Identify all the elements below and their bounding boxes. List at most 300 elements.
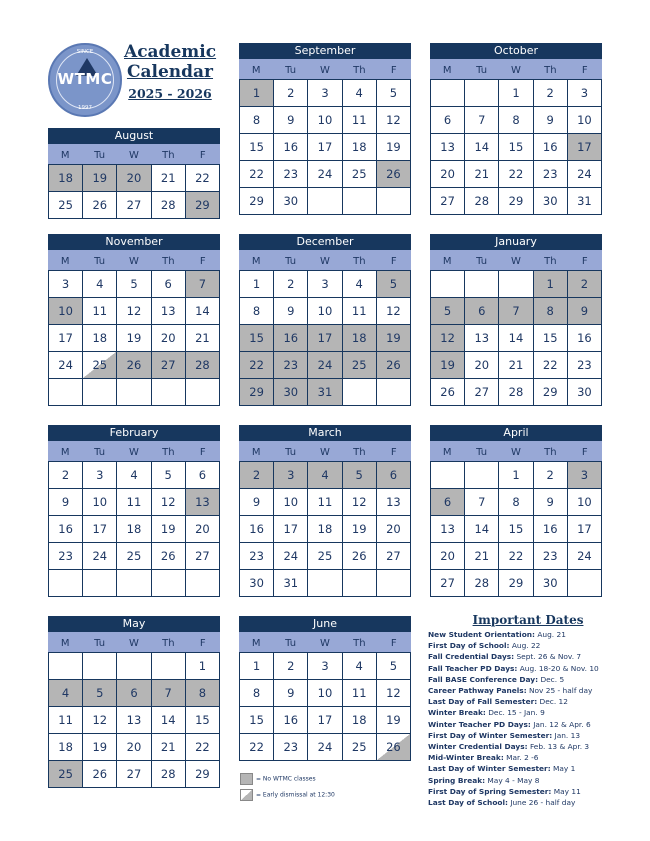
day-cell [343, 379, 377, 406]
weekday-label: F [390, 447, 397, 458]
day-cell-no-class: 28 [186, 352, 220, 379]
important-date-value: June 26 - half day [507, 798, 576, 808]
day-cell: 14 [465, 134, 499, 161]
day-cell: 6 [186, 462, 220, 489]
day-cell: 5 [377, 653, 411, 680]
weekday-label: Tu [285, 447, 297, 458]
day-cell-no-class: 24 [308, 352, 342, 379]
day-cell: 30 [534, 188, 568, 215]
day-cell-no-class: 19 [377, 325, 411, 352]
day-cell: 17 [308, 707, 342, 734]
day-cell [152, 653, 186, 680]
month-header: August [48, 128, 220, 144]
day-cell: 7 [465, 489, 499, 516]
day-cell: 3 [568, 80, 602, 107]
day-cell: 26 [83, 761, 117, 788]
day-cell-early-dismissal: 25 [83, 352, 117, 379]
day-cell: 29 [240, 188, 274, 215]
day-cell: 4 [343, 271, 377, 298]
day-cell-no-class: 18 [343, 325, 377, 352]
month-january [430, 234, 602, 406]
day-cell: 23 [49, 543, 83, 570]
day-cell-no-class: 8 [186, 680, 220, 707]
day-cell: 4 [343, 80, 377, 107]
day-cell-no-class: 5 [431, 298, 465, 325]
day-cell: 19 [83, 734, 117, 761]
weekday-label: M [60, 150, 70, 161]
day-cell: 4 [343, 653, 377, 680]
day-grid [48, 461, 220, 597]
day-cell-no-class: 20 [117, 165, 151, 192]
day-cell: 16 [534, 134, 568, 161]
month-header: November [48, 234, 220, 250]
day-cell: 30 [274, 188, 308, 215]
day-cell: 1 [186, 653, 220, 680]
day-cell: 10 [274, 489, 308, 516]
day-cell [152, 570, 186, 597]
important-date-value: Dec. 5 [538, 674, 565, 684]
weekday-label: M [251, 447, 261, 458]
day-cell: 8 [240, 680, 274, 707]
month-header: May [48, 616, 220, 632]
month-december [239, 234, 411, 406]
weekday-label: F [581, 65, 588, 76]
day-grid [48, 652, 220, 788]
day-cell: 30 [534, 570, 568, 597]
title-year: 2025 - 2026 [128, 86, 212, 101]
day-cell: 3 [49, 271, 83, 298]
month-march [239, 425, 411, 597]
weekday-row [48, 250, 220, 270]
day-cell: 16 [274, 134, 308, 161]
day-cell: 24 [308, 161, 342, 188]
day-cell-no-class: 25 [343, 352, 377, 379]
day-cell: 10 [83, 489, 117, 516]
day-cell: 23 [240, 543, 274, 570]
weekday-label: Tu [476, 256, 488, 267]
day-cell-no-class: 4 [49, 680, 83, 707]
half-shade-swatch-icon [240, 789, 253, 801]
important-date-label: Fall Teacher PD Days: [428, 663, 518, 673]
weekday-label: W [129, 150, 139, 161]
day-cell: 17 [568, 516, 602, 543]
weekday-label: W [511, 65, 521, 76]
weekday-label: W [511, 256, 521, 267]
day-cell [83, 379, 117, 406]
day-cell: 1 [499, 80, 533, 107]
day-cell [117, 379, 151, 406]
important-date-label: Career Pathway Panels: [428, 686, 527, 696]
day-cell [431, 271, 465, 298]
day-cell: 24 [49, 352, 83, 379]
important-date-item [428, 741, 628, 752]
important-date-label: Fall BASE Conference Day: [428, 674, 539, 684]
day-cell: 12 [83, 707, 117, 734]
weekday-row [430, 441, 602, 461]
weekday-label: M [442, 447, 452, 458]
day-cell: 20 [431, 543, 465, 570]
weekday-label: Tu [94, 638, 106, 649]
day-cell: 27 [431, 570, 465, 597]
day-cell: 2 [274, 653, 308, 680]
day-cell: 21 [499, 352, 533, 379]
important-date-item [428, 707, 628, 718]
day-cell: 10 [308, 680, 342, 707]
month-september [239, 43, 411, 215]
day-cell-no-class: 17 [568, 134, 602, 161]
day-cell: 26 [83, 192, 117, 219]
day-cell: 13 [431, 134, 465, 161]
day-cell: 13 [377, 489, 411, 516]
weekday-label: W [320, 447, 330, 458]
day-cell: 16 [568, 325, 602, 352]
day-grid [430, 461, 602, 597]
important-date-value: Nov 25 - half day [526, 686, 593, 696]
weekday-label: Th [353, 447, 366, 458]
day-cell: 20 [465, 352, 499, 379]
weekday-row [239, 250, 411, 270]
day-cell-no-class: 18 [49, 165, 83, 192]
day-cell-no-class: 7 [152, 680, 186, 707]
day-grid [48, 270, 220, 406]
day-cell: 2 [274, 80, 308, 107]
day-cell [431, 80, 465, 107]
weekday-label: W [129, 638, 139, 649]
day-cell: 15 [499, 516, 533, 543]
day-cell: 25 [343, 734, 377, 761]
day-grid [239, 652, 411, 761]
day-cell-no-class: 22 [240, 352, 274, 379]
important-date-label: Winter Break: [428, 708, 486, 718]
day-cell: 12 [343, 489, 377, 516]
page-title [124, 42, 216, 101]
day-cell: 30 [240, 570, 274, 597]
day-cell [117, 653, 151, 680]
day-cell: 2 [49, 462, 83, 489]
month-header: March [239, 425, 411, 441]
day-cell: 5 [117, 271, 151, 298]
day-cell: 23 [274, 734, 308, 761]
day-cell: 1 [240, 271, 274, 298]
legend-no-classes [240, 773, 316, 785]
day-cell-no-class: 26 [117, 352, 151, 379]
day-cell-no-class: 6 [465, 298, 499, 325]
weekday-label: F [199, 638, 206, 649]
important-date-value: Sept. 26 & Nov. 7 [514, 652, 582, 662]
day-cell-no-class: 2 [568, 271, 602, 298]
weekday-label: Th [544, 447, 557, 458]
important-date-value: Aug. 22 [509, 641, 541, 651]
day-cell-no-class: 7 [186, 271, 220, 298]
day-cell: 26 [152, 543, 186, 570]
day-cell [465, 271, 499, 298]
important-date-item [428, 696, 628, 707]
day-cell: 16 [274, 707, 308, 734]
day-cell: 10 [308, 107, 342, 134]
weekday-label: W [320, 256, 330, 267]
day-cell: 9 [274, 680, 308, 707]
weekday-label: F [390, 256, 397, 267]
day-cell: 31 [274, 570, 308, 597]
weekday-label: Tu [94, 256, 106, 267]
month-header: June [239, 616, 411, 632]
day-cell: 13 [465, 325, 499, 352]
day-cell: 20 [431, 161, 465, 188]
weekday-label: Th [544, 65, 557, 76]
day-cell: 18 [83, 325, 117, 352]
day-cell: 27 [117, 761, 151, 788]
important-date-label: Last Day of School: [428, 798, 508, 808]
weekday-label: W [511, 447, 521, 458]
day-cell: 15 [534, 325, 568, 352]
day-cell: 23 [274, 161, 308, 188]
day-cell: 31 [568, 188, 602, 215]
day-cell: 14 [186, 298, 220, 325]
day-cell: 12 [377, 680, 411, 707]
day-cell: 17 [274, 516, 308, 543]
month-april [430, 425, 602, 597]
day-cell: 4 [83, 271, 117, 298]
day-cell: 9 [49, 489, 83, 516]
weekday-label: Th [162, 150, 175, 161]
day-cell-no-class: 23 [274, 352, 308, 379]
important-date-value: Mar. 2 -6 [503, 753, 539, 763]
day-cell: 10 [568, 489, 602, 516]
day-cell: 17 [83, 516, 117, 543]
day-grid [48, 164, 220, 219]
weekday-row [430, 59, 602, 79]
day-cell: 23 [534, 543, 568, 570]
day-cell-no-class: 5 [343, 462, 377, 489]
day-cell-no-class: 1 [240, 80, 274, 107]
weekday-label: M [60, 638, 70, 649]
logo-year: 1997 [78, 105, 92, 111]
weekday-label: Th [162, 256, 175, 267]
day-cell [308, 188, 342, 215]
month-header: April [430, 425, 602, 441]
important-date-value: May 4 - May 8 [485, 775, 540, 785]
weekday-label: Tu [285, 65, 297, 76]
gray-swatch-icon [240, 773, 253, 785]
weekday-label: M [251, 638, 261, 649]
day-cell: 11 [343, 107, 377, 134]
day-cell: 3 [308, 80, 342, 107]
day-cell: 3 [308, 271, 342, 298]
day-cell: 18 [49, 734, 83, 761]
day-cell: 16 [534, 516, 568, 543]
day-cell: 15 [499, 134, 533, 161]
day-cell-no-class: 15 [240, 325, 274, 352]
day-cell: 1 [240, 653, 274, 680]
day-cell: 15 [186, 707, 220, 734]
day-cell: 28 [152, 761, 186, 788]
day-cell [186, 379, 220, 406]
important-date-label: Spring Break: [428, 775, 486, 785]
weekday-label: Tu [94, 150, 106, 161]
important-date-value: Jan. 12 & Apr. 6 [530, 719, 591, 729]
day-cell: 5 [377, 80, 411, 107]
weekday-label: Th [544, 256, 557, 267]
day-cell: 19 [377, 134, 411, 161]
day-cell [117, 570, 151, 597]
day-cell: 3 [83, 462, 117, 489]
day-cell: 12 [152, 489, 186, 516]
day-cell: 27 [465, 379, 499, 406]
day-cell: 9 [240, 489, 274, 516]
day-cell [308, 570, 342, 597]
day-cell-no-class: 19 [83, 165, 117, 192]
day-cell: 16 [240, 516, 274, 543]
day-cell [83, 653, 117, 680]
day-cell [343, 570, 377, 597]
wtmc-logo [48, 43, 122, 117]
day-cell: 18 [343, 134, 377, 161]
title-line2: Calendar [126, 62, 214, 82]
month-august [48, 128, 220, 219]
month-may [48, 616, 220, 788]
day-cell: 17 [308, 134, 342, 161]
important-date-item [428, 651, 628, 662]
day-cell-no-class: 7 [499, 298, 533, 325]
month-header: October [430, 43, 602, 59]
important-date-value: Jan. 13 [552, 730, 581, 740]
day-cell: 9 [274, 107, 308, 134]
weekday-label: F [199, 256, 206, 267]
day-cell: 2 [274, 271, 308, 298]
day-cell-no-class: 6 [377, 462, 411, 489]
day-cell: 30 [568, 379, 602, 406]
weekday-row [239, 632, 411, 652]
day-cell: 27 [431, 188, 465, 215]
day-cell: 21 [152, 165, 186, 192]
day-cell: 19 [343, 516, 377, 543]
legend-early-dismissal [240, 789, 335, 801]
weekday-label: F [199, 150, 206, 161]
day-cell: 3 [308, 653, 342, 680]
day-cell [49, 379, 83, 406]
day-cell-no-class: 29 [240, 379, 274, 406]
day-cell: 26 [343, 543, 377, 570]
day-cell: 27 [377, 543, 411, 570]
day-cell-no-class: 26 [377, 352, 411, 379]
day-cell: 20 [186, 516, 220, 543]
day-cell-early-dismissal: 26 [377, 734, 411, 761]
day-cell: 25 [117, 543, 151, 570]
day-cell: 11 [343, 298, 377, 325]
day-cell-no-class: 27 [152, 352, 186, 379]
important-date-item [428, 786, 628, 797]
day-cell: 14 [152, 707, 186, 734]
day-cell-no-class: 1 [534, 271, 568, 298]
day-cell: 12 [377, 298, 411, 325]
day-cell: 28 [465, 188, 499, 215]
weekday-label: F [199, 447, 206, 458]
weekday-label: Tu [285, 256, 297, 267]
day-cell: 16 [49, 516, 83, 543]
important-date-item [428, 629, 628, 640]
day-cell-no-class: 8 [534, 298, 568, 325]
weekday-row [48, 144, 220, 164]
title-line1: Academic [124, 42, 217, 62]
important-date-label: Fall Credential Days: [428, 652, 515, 662]
important-date-label: Last Day of Fall Semester: [428, 697, 538, 707]
day-cell: 15 [240, 707, 274, 734]
day-cell-no-class: 19 [431, 352, 465, 379]
day-cell-no-class: 30 [274, 379, 308, 406]
weekday-label: Th [353, 256, 366, 267]
day-cell-no-class: 12 [431, 325, 465, 352]
day-cell: 11 [308, 489, 342, 516]
weekday-row [430, 250, 602, 270]
day-cell-no-class: 16 [274, 325, 308, 352]
weekday-label: W [320, 638, 330, 649]
day-cell: 19 [152, 516, 186, 543]
important-date-value: Feb. 13 & Apr. 3 [527, 742, 590, 752]
day-cell: 27 [186, 543, 220, 570]
month-october [430, 43, 602, 215]
weekday-label: W [320, 65, 330, 76]
day-cell-no-class: 25 [49, 761, 83, 788]
day-cell: 9 [534, 489, 568, 516]
day-cell: 18 [343, 707, 377, 734]
weekday-label: M [60, 447, 70, 458]
day-cell: 5 [152, 462, 186, 489]
day-cell-no-class: 26 [377, 161, 411, 188]
day-cell: 21 [465, 161, 499, 188]
day-cell: 28 [152, 192, 186, 219]
important-date-value: May 11 [551, 786, 581, 796]
day-cell [377, 379, 411, 406]
day-cell: 20 [117, 734, 151, 761]
day-cell [49, 570, 83, 597]
legend-no-classes-label: = No WTMC classes [256, 775, 316, 783]
day-cell: 22 [240, 161, 274, 188]
important-date-label: New Student Orientation: [428, 630, 536, 639]
day-cell [152, 379, 186, 406]
day-cell: 9 [274, 298, 308, 325]
important-dates-title: Important Dates [472, 613, 584, 627]
weekday-label: W [129, 256, 139, 267]
day-cell: 21 [152, 734, 186, 761]
month-november [48, 234, 220, 406]
day-cell: 13 [431, 516, 465, 543]
day-cell-no-class: 13 [186, 489, 220, 516]
day-grid [430, 79, 602, 215]
day-cell: 21 [465, 543, 499, 570]
important-date-item [428, 685, 628, 696]
day-cell: 8 [240, 298, 274, 325]
important-date-label: First Day of Spring Semester: [428, 786, 552, 796]
day-cell-no-class: 6 [117, 680, 151, 707]
weekday-label: F [390, 638, 397, 649]
day-grid [430, 270, 602, 406]
day-cell: 4 [117, 462, 151, 489]
weekday-label: Th [162, 447, 175, 458]
day-cell: 23 [568, 352, 602, 379]
weekday-label: W [129, 447, 139, 458]
day-cell-no-class: 29 [186, 192, 220, 219]
weekday-label: Tu [476, 447, 488, 458]
weekday-row [48, 441, 220, 461]
important-date-value: Aug. 21 [535, 630, 566, 639]
weekday-label: F [390, 65, 397, 76]
important-dates [428, 613, 628, 808]
day-cell: 28 [499, 379, 533, 406]
month-header: February [48, 425, 220, 441]
day-cell: 29 [534, 379, 568, 406]
day-cell: 17 [49, 325, 83, 352]
day-cell: 11 [117, 489, 151, 516]
